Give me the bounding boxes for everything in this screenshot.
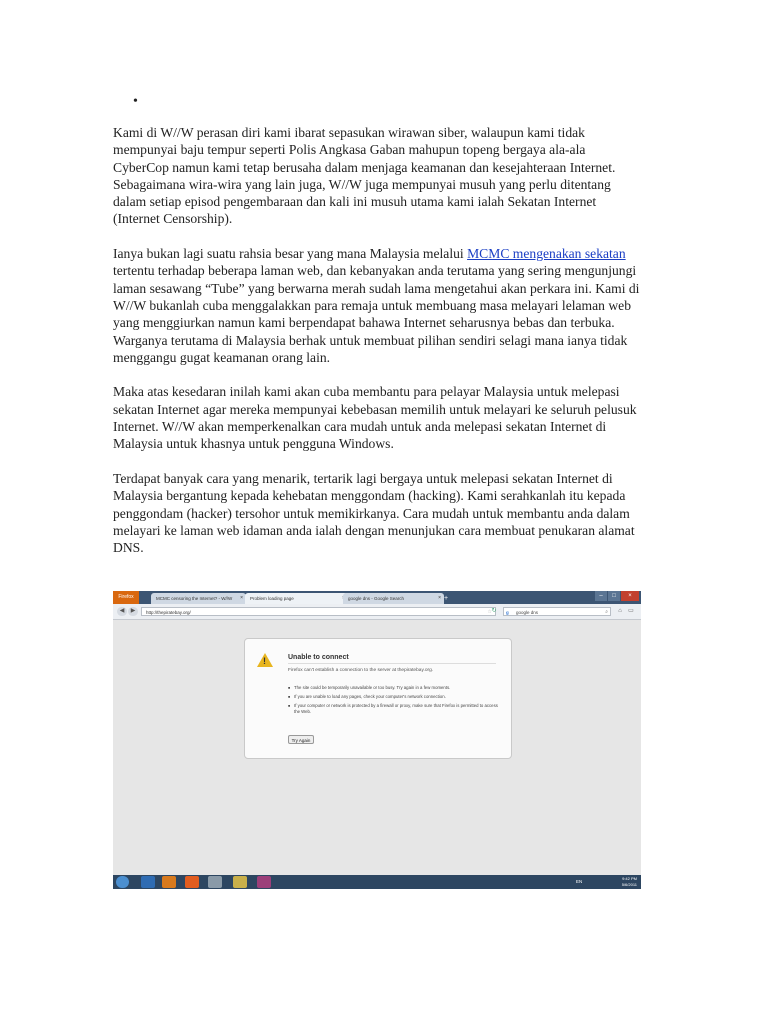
warning-mark: ! [263,656,266,666]
paragraph-2-start: Ianya bukan lagi suatu rahsia besar yang mana Malaysia melalui [113,246,468,262]
browser-tab-3 [343,593,444,604]
window-controls [595,591,639,602]
paragraph-4: Terdapat banyak cara yang menarik, tertarik lagi bergaya untuk melepasi sekatan Internet di Malaysia bergantung kepada kehebatan menggondam (hacking). Kami serahkanlah itu kepada penggondam (hacker) tersohor untuk memikirkanya. Cara mudah untuk membantu anda dalam melayari ke laman web idaman anda ialah dengan menunjukan cara membuat penukaran alamat DNS. [113,470,635,556]
search-bar [503,607,611,616]
address-bar [141,607,496,616]
firefox-icon [185,876,199,888]
list-item: ■ If your computer or network is protected by a firewall or proxy, make sure that Firefox is permitted to access the Web. [288,703,498,715]
browser-nav-bar [113,604,641,620]
divider [288,663,496,664]
close-icon: × [240,595,243,601]
bookmark-icon: ▭ [628,608,634,614]
clock-date: 5/6/2011 [621,882,637,887]
paragraph-3: Maka atas kesedaran inilah kami akan cuba membantu para pelayar Malaysia untuk melepasi sekatan Internet agar mereka mempunyai kebebasan memilih untuk melayari ke seluruh pelusuk Internet. W//W akan memperkenalkan cara mudah untuk anda melepasi sekatan Internet di Malaysia untuk khasnya untuk pengguna Windows. [113,384,637,452]
paragraph-2 [113,245,643,366]
app-icon [257,876,271,888]
list-bullet: • [133,94,138,109]
article-body [113,124,643,574]
search-bar-text: google dns [516,610,539,615]
clock-time: 9:42 PM [622,876,637,881]
maximize-icon: □ [608,591,620,601]
search-icon: ⌕ [605,609,608,615]
list-item: ■ The site could be temporarily unavailable or too busy. Try again in a few moments. [288,685,498,691]
media-player-icon [162,876,176,888]
error-suggestions [288,685,498,718]
list-item: ■ If you are unable to load any pages, check your computer's network connection. [288,694,498,700]
tab-1-label: MCMC censoring the Internet? - W//W [156,596,233,601]
tab-2-label: Problem loading page [250,596,294,601]
paragraph-1: Kami di W//W perasan diri kami ibarat sepasukan wirawan siber, walaupun kami tidak mempunyai baju tempur seperti Polis Angkasa Gaban mahupun topeng bergaya ala-ala CyberCop namun kami tetap berusaha dalam menjaga keamanan dan kesejahteraan Internet. Sebagaimana wira-wira yang lain juga, W//W juga mempunyai musuh yang perlu ditentang dalam setiap episod pengembaraan dan kali ini musuh utama kami ialah Sekatan Internet (Internet Censorship). [113,125,616,227]
close-icon: × [438,595,441,601]
explorer-icon [208,876,222,888]
paragraph-2-end: tertentu terhadap beberapa laman web, dan kebanyakan anda terutama yang sering mengunjungi laman sesawang “Tube” yang berwarna merah sudah lama mengetahui akan perkara ini. Kami di W//W bukanlah cuba menggalakkan para remaja untuk membuang masa melayari lelaman web yang menggiurkan namun kami berpendapat bahawa Internet seharusnya bebas dan terbuka. Warganya terutama di Malaysia berhak untuk membuat pilihan sendiri selagi mana ianya tidak menggangu gugat keamanan orang lain. [113,263,640,365]
home-icon: ⌂ [618,608,622,614]
embedded-browser-screenshot [113,591,641,889]
start-orb-icon [116,876,129,888]
system-clock [622,876,637,888]
browser-tab-2 [245,593,348,604]
tab-3-label: google dns - Google Search [348,596,405,601]
forward-icon: ▶ [128,607,138,616]
back-icon: ◀ [117,607,127,616]
address-bar-text: http://thepiratebay.org/ [146,610,191,615]
mcmc-link[interactable]: MCMC mengenakan sekatan [467,246,626,262]
windows-taskbar [113,875,641,889]
google-icon: g [506,610,509,615]
browser-tab-bar [113,591,641,604]
new-tab-icon: + [443,595,449,602]
try-again-button: Try Again [288,735,314,744]
error-title: Unable to connect [288,654,349,661]
reload-icon: ↻ [491,608,497,614]
window-close-icon: × [621,591,639,601]
minimize-icon: – [595,591,607,601]
folder-icon [233,876,247,888]
firefox-menu-button: Firefox [113,591,139,604]
star-icon: ☆ [487,609,492,615]
error-description: Firefox can't establish a connection to the server at thepiratebay.org. [288,668,434,673]
browser-tab-1 [151,593,246,604]
ie-icon [141,876,155,888]
error-dialog [244,638,512,759]
language-indicator: EN [576,879,583,884]
